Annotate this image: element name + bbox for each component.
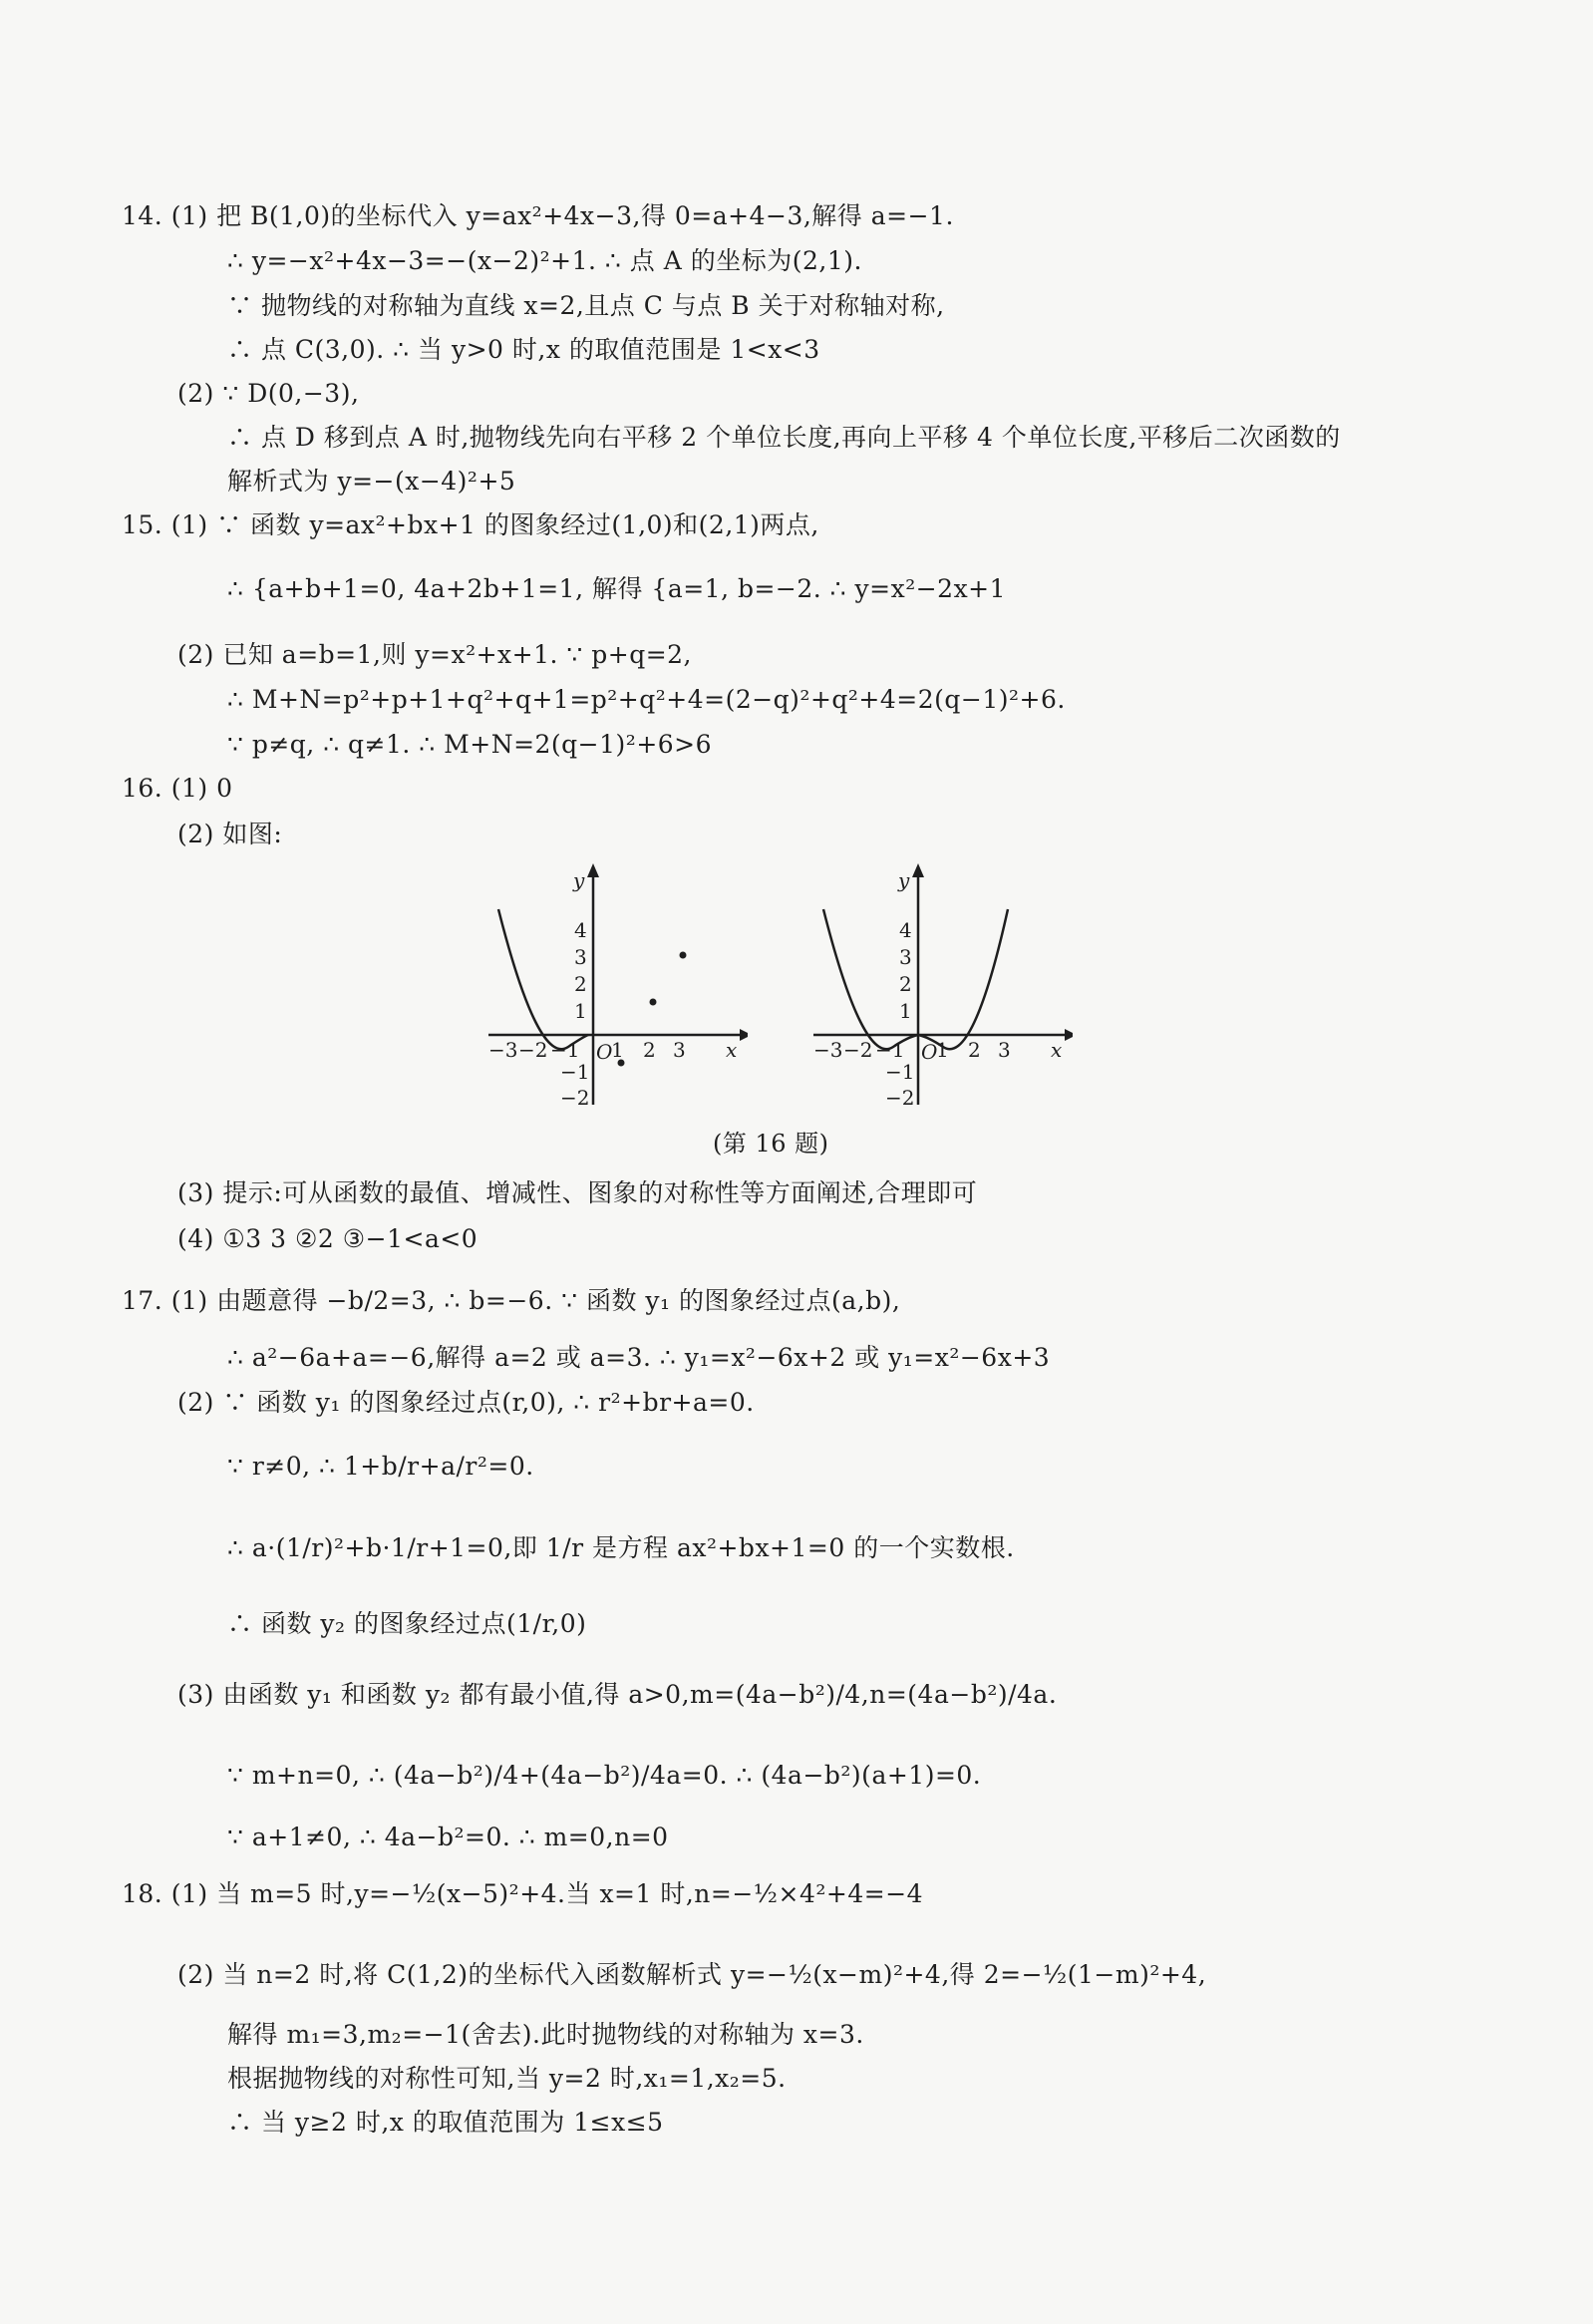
x-label: x: [1051, 1038, 1063, 1062]
q14-line-4: ∴ 点 C(3,0). ∴ 当 y>0 时,x 的取值范围是 1<x<3: [227, 335, 820, 364]
y-tick-1: 1: [899, 999, 912, 1023]
q16-graph-right: [803, 857, 1073, 1107]
q14-line-3: ∵ 抛物线的对称轴为直线 x=2,且点 C 与点 B 关于对称轴对称,: [227, 291, 945, 320]
q18-line-2: (2) 当 n=2 时,将 C(1,2)的坐标代入函数解析式 y=−½(x−m)²+4,得 2=−½(1−m)²+4,: [177, 1960, 1207, 1989]
y-tick-1: 1: [574, 999, 587, 1023]
point-2-1: [650, 999, 657, 1006]
x-tick-2: 2: [643, 1038, 656, 1062]
q16-line-4: (4) ①3 3 ②2 ③−1<a<0: [177, 1224, 478, 1253]
q16-line-2: (2) 如图:: [177, 820, 283, 848]
q17-line-6: ∴ 函数 y₂ 的图象经过点(1/r,0): [227, 1609, 587, 1638]
q15-line-1: 15. (1) ∵ 函数 y=ax²+bx+1 的图象经过(1,0)和(2,1)两点,: [122, 510, 819, 539]
x-tick-1: 1: [936, 1038, 949, 1062]
y-label: y: [898, 868, 910, 892]
x-axis-arrow: [740, 1029, 748, 1041]
q15-line-3: (2) 已知 a=b=1,则 y=x²+x+1. ∵ p+q=2,: [177, 640, 692, 669]
q16-line-3: (3) 提示:可从函数的最值、增减性、图象的对称性等方面阐述,合理即可: [177, 1178, 978, 1207]
q17-line-3: (2) ∵ 函数 y₁ 的图象经过点(r,0), ∴ r²+br+a=0.: [177, 1388, 755, 1417]
x-axis-arrow: [1065, 1029, 1073, 1041]
q17-line-1: 17. (1) 由题意得 −b/2=3, ∴ b=−6. ∵ 函数 y₁ 的图象经过点(a,b),: [122, 1286, 901, 1315]
x-tick-2: 2: [968, 1038, 981, 1062]
x-label: x: [726, 1038, 738, 1062]
q17-line-8: ∵ m+n=0, ∴ (4a−b²)/4+(4a−b²)/4a=0. ∴ (4a−b²)(a+1)=0.: [227, 1761, 982, 1790]
y-tick-neg1: −1: [885, 1060, 915, 1084]
q17-line-9: ∵ a+1≠0, ∴ 4a−b²=0. ∴ m=0,n=0: [227, 1823, 669, 1851]
curve: [823, 909, 1008, 1049]
q18-line-5: ∴ 当 y≥2 时,x 的取值范围为 1≤x≤5: [227, 2108, 664, 2137]
y-tick-neg1: −1: [560, 1060, 590, 1084]
point-3-3: [680, 952, 687, 959]
x-tick-3: 3: [673, 1038, 686, 1062]
q17-line-2: ∴ a²−6a+a=−6,解得 a=2 或 a=3. ∴ y₁=x²−6x+2 或 y₁=x²−6x+3: [227, 1343, 1051, 1372]
y-tick-neg2: −2: [560, 1086, 590, 1107]
q16-line-1: 16. (1) 0: [122, 774, 233, 803]
q18-line-4: 根据抛物线的对称性可知,当 y=2 时,x₁=1,x₂=5.: [227, 2064, 787, 2093]
q14-line-6: ∴ 点 D 移到点 A 时,抛物线先向右平移 2 个单位长度,再向上平移 4 个单位长度,平移后二次函数的: [227, 423, 1341, 452]
origin-label: O: [921, 1040, 938, 1064]
y-tick-2: 2: [574, 972, 587, 996]
q16-graph-left: [478, 857, 748, 1107]
q17-line-7: (3) 由函数 y₁ 和函数 y₂ 都有最小值,得 a>0,m=(4a−b²)/4,n=(4a−b²)/4a.: [177, 1680, 1058, 1709]
y-tick-neg2: −2: [885, 1086, 915, 1107]
y-tick-4: 4: [899, 918, 912, 942]
q15-line-4: ∴ M+N=p²+p+1+q²+q+1=p²+q²+4=(2−q)²+q²+4=2(q−1)²+6.: [227, 685, 1066, 714]
figure-caption: (第 16 题): [713, 1130, 829, 1158]
x-tick-neg3: −3: [488, 1038, 518, 1062]
q14-line-2: ∴ y=−x²+4x−3=−(x−2)²+1. ∴ 点 A 的坐标为(2,1).: [227, 246, 862, 275]
q14-line-5: (2) ∵ D(0,−3),: [177, 379, 360, 408]
y-tick-3: 3: [899, 945, 912, 969]
q17-line-5: ∴ a·(1/r)²+b·1/r+1=0,即 1/r 是方程 ax²+bx+1=0 的一个实数根.: [227, 1533, 1015, 1562]
x-tick-1: 1: [611, 1038, 624, 1062]
x-tick-neg3: −3: [813, 1038, 843, 1062]
x-tick-3: 3: [998, 1038, 1011, 1062]
origin-label: O: [596, 1040, 613, 1064]
y-label: y: [573, 868, 585, 892]
y-tick-4: 4: [574, 918, 587, 942]
q15-line-5: ∵ p≠q, ∴ q≠1. ∴ M+N=2(q−1)²+6>6: [227, 730, 713, 759]
q18-line-1: 18. (1) 当 m=5 时,y=−½(x−5)²+4.当 x=1 时,n=−½×4²+4=−4: [122, 1879, 924, 1908]
x-tick-neg1: −1: [875, 1038, 905, 1062]
q18-line-3: 解得 m₁=3,m₂=−1(舍去).此时抛物线的对称轴为 x=3.: [227, 2020, 864, 2049]
q14-line-7: 解析式为 y=−(x−4)²+5: [227, 467, 516, 496]
q17-line-4: ∵ r≠0, ∴ 1+b/r+a/r²=0.: [227, 1452, 534, 1481]
q15-line-2: ∴ {a+b+1=0, 4a+2b+1=1, 解得 {a=1, b=−2. ∴ y=x²−2x+1: [227, 574, 1007, 603]
y-tick-2: 2: [899, 972, 912, 996]
x-tick-neg2: −2: [518, 1038, 548, 1062]
q14-line-1: 14. (1) 把 B(1,0)的坐标代入 y=ax²+4x−3,得 0=a+4−3,解得 a=−1.: [122, 201, 954, 230]
x-tick-neg2: −2: [843, 1038, 873, 1062]
y-tick-3: 3: [574, 945, 587, 969]
y-axis-arrow: [587, 863, 599, 877]
y-axis-arrow: [912, 863, 924, 877]
x-tick-neg1: −1: [550, 1038, 580, 1062]
